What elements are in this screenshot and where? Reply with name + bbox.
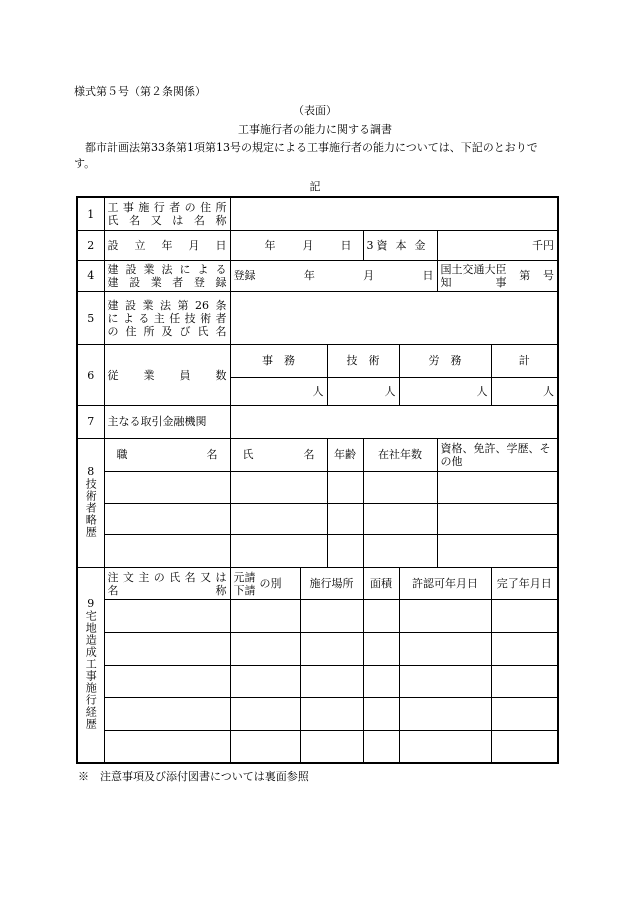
row-4-label: 建設業法による 建設業者登録 xyxy=(104,260,230,292)
employees-technical-field[interactable]: 人 xyxy=(327,377,399,406)
site-location-header: 施行場所 xyxy=(300,567,363,600)
employees-technical-header: 技 術 xyxy=(327,345,399,378)
permit-date-header: 許認可年月日 xyxy=(399,567,491,600)
bank-field[interactable] xyxy=(230,406,558,439)
row-6-header xyxy=(77,345,558,378)
construction-row xyxy=(77,698,558,731)
intro-paragraph: 都市計画法第33条第1項第13号の規定による工事施行者の能力については、下記のとおりです。 xyxy=(74,141,538,170)
construction-row xyxy=(77,600,558,633)
row-4 xyxy=(77,260,558,292)
engineer-qualifications-header: 資格、免許、学歴、その他 xyxy=(437,438,558,472)
row-4-number: 4 xyxy=(77,260,104,292)
registration-number-field[interactable]: 国土交通大臣 知 事 第 号 xyxy=(437,260,558,292)
employees-total-field[interactable]: 人 xyxy=(491,377,558,406)
footnote: ※ 注意事項及び添付図書については裏面参照 xyxy=(78,770,309,783)
engineer-years-header: 在社年数 xyxy=(363,438,437,472)
engineer-position-header: 職 名 xyxy=(104,438,230,472)
construction-history-vertical-label: 宅地造成工事施行経歴 xyxy=(84,609,98,730)
engineer-row xyxy=(77,503,558,535)
employees-labor-field[interactable]: 人 xyxy=(399,377,491,406)
row-7-number: 7 xyxy=(77,406,104,439)
employees-total-header: 計 xyxy=(491,345,558,378)
ki-label: 記 xyxy=(309,180,321,193)
chief-engineer-field[interactable] xyxy=(230,292,558,345)
contract-type-header: 元請 下請 の別 xyxy=(230,567,300,600)
form-table xyxy=(76,196,559,764)
engineer-history-vertical-label: 技術者略歴 xyxy=(84,477,98,538)
construction-row xyxy=(77,665,558,698)
row-2-label: 設立年月日 xyxy=(104,231,230,261)
employees-office-field[interactable]: 人 xyxy=(230,377,327,406)
client-name-header: 注文主の氏名又は 名 称 xyxy=(104,567,230,600)
row-7-label: 主なる取引金融機関 xyxy=(104,406,230,439)
row-1-number: 1 xyxy=(77,197,104,231)
engineer-row xyxy=(77,472,558,504)
row-2 xyxy=(77,231,558,261)
page-title: 工事施行者の能力に関する調書 xyxy=(238,123,392,136)
row-1-label: 工事施行者の住所 氏名又は名称 xyxy=(104,197,230,231)
engineer-row xyxy=(77,535,558,568)
employees-labor-header: 労 務 xyxy=(399,345,491,378)
row-5-number: 5 xyxy=(77,292,104,345)
row-8-header xyxy=(77,438,558,472)
row-8-label-cell: 8 技術者略歴 xyxy=(77,438,104,567)
establishment-date-field[interactable]: 年 月 日 xyxy=(230,231,363,261)
row-7 xyxy=(77,406,558,439)
row-5 xyxy=(77,292,558,345)
row-9-label-cell: 9 宅地造成工事施行経歴 xyxy=(77,567,104,763)
construction-row xyxy=(77,633,558,666)
capital-amount-field[interactable]: 千円 xyxy=(437,231,558,261)
engineer-name-header: 氏 名 xyxy=(230,438,327,472)
construction-row xyxy=(77,730,558,763)
area-header: 面積 xyxy=(363,567,399,600)
row-1 xyxy=(77,197,558,231)
employees-office-header: 事 務 xyxy=(230,345,327,378)
engineer-age-header: 年齢 xyxy=(327,438,363,472)
capital-label-cell: 3 資本金 xyxy=(363,231,437,261)
row-6-label: 従業員数 xyxy=(104,345,230,406)
row-5-label: 建設業法第26条 による主任技術者 の住所及び氏名 xyxy=(104,292,230,345)
row-6-number: 6 xyxy=(77,345,104,406)
completion-date-header: 完了年月日 xyxy=(491,567,558,600)
registration-date-field[interactable]: 登録 年 月 日 xyxy=(230,260,437,292)
row-2-number: 2 xyxy=(77,231,104,261)
form-number: 様式第５号（第２条関係） xyxy=(74,85,206,98)
address-name-field[interactable] xyxy=(230,197,558,231)
row-9-header xyxy=(77,567,558,600)
side-label: （表面） xyxy=(293,104,337,117)
